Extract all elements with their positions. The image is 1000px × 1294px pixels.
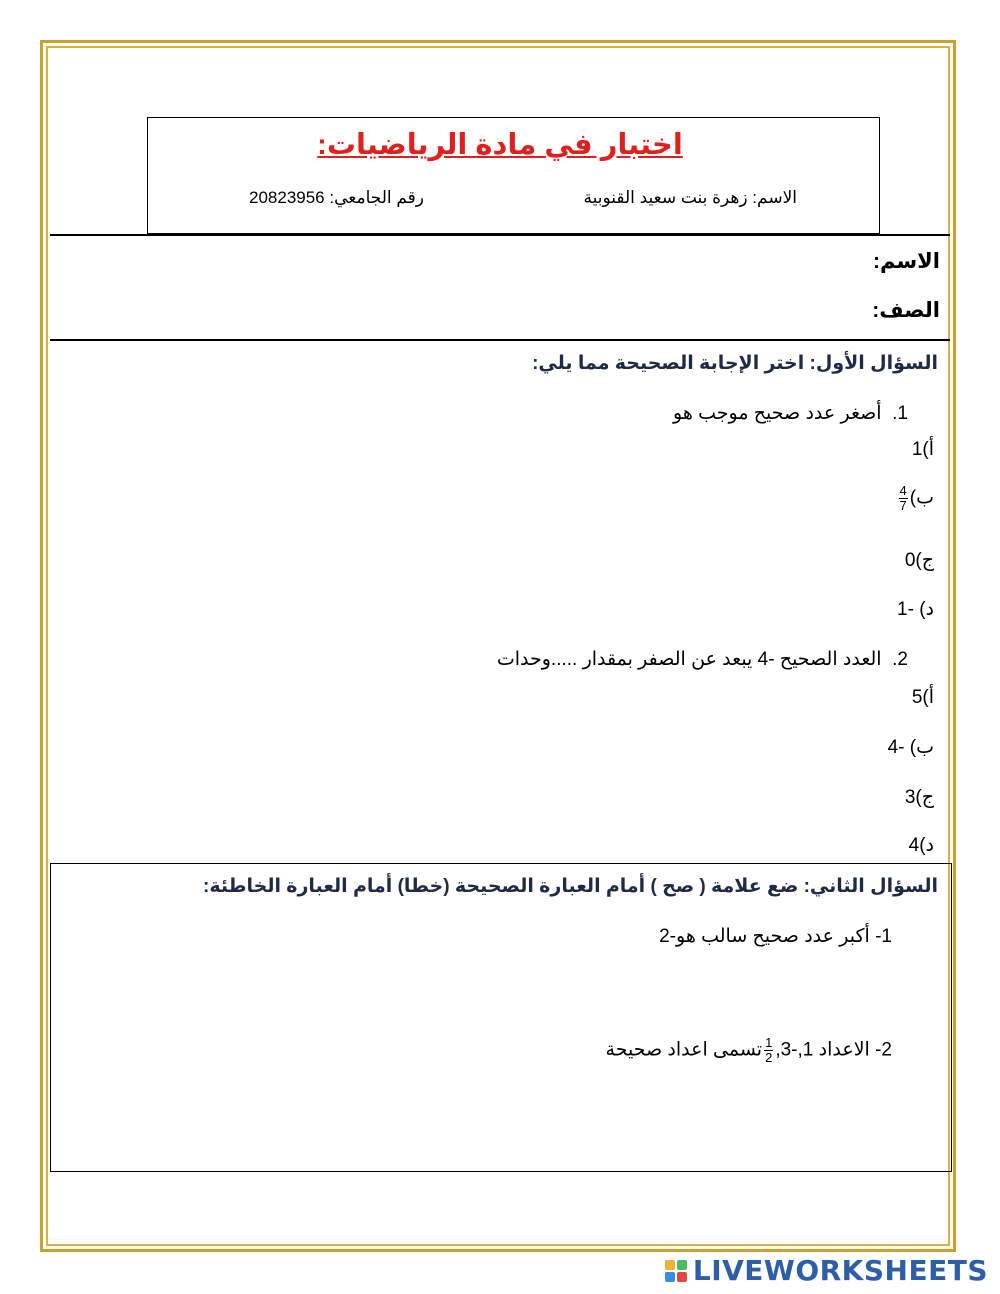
student-id-line: رقم الجامعي: 20823956 — [249, 188, 424, 207]
q1-item1-option-b-label: ب) — [909, 487, 934, 509]
q1-item1 — [673, 402, 908, 425]
q1-item1-option-b — [897, 484, 934, 513]
q1-item2-option-c: ج)3 — [904, 787, 934, 808]
q1-item2-number: 2. — [892, 649, 908, 670]
q2-item2 — [606, 1036, 892, 1065]
q1-item1-option-c: ج)0 — [904, 550, 934, 571]
q1-item2-text: العدد الصحيح -4 يبعد عن الصفر بمقدار .....وحدات — [496, 649, 882, 670]
q2-heading: السؤال الثاني: ضع علامة ( صح ) أمام العبارة الصحيحة (خطا) أمام العبارة الخاطئة: — [203, 876, 938, 897]
name-label: الاسم: — [873, 250, 940, 273]
page-title — [0, 127, 1000, 162]
logo-text: LIVEWORKSHEETS — [692, 1254, 988, 1287]
footer-logo — [665, 1254, 988, 1287]
fraction-one-half: $\frac{1}{2}$ — [765, 1035, 773, 1065]
q1-item1-number: 1. — [892, 403, 908, 424]
q1-item2 — [497, 648, 908, 671]
q1-item2-option-b: ب) -4 — [887, 737, 934, 758]
q1-item1-option-d: د) -1 — [897, 599, 934, 620]
fraction-four-sevenths: $\frac{4}{7}$ — [899, 483, 907, 513]
class-label: الصف: — [872, 299, 940, 322]
q1-item1-option-a: أ)1 — [911, 439, 934, 460]
title-text: اختبار في مادة الرياضيات: — [317, 129, 683, 161]
q1-item2-option-d: د)4 — [908, 835, 934, 856]
q2-item2-prefix: 2- الاعداد 1,-3, — [775, 1039, 892, 1061]
q2-box — [50, 863, 952, 1172]
logo-grid-icon — [665, 1260, 687, 1282]
divider-fields — [50, 339, 950, 341]
student-name-line: الاسم: زهرة بنت سعيد القنوبية — [583, 188, 797, 207]
q2-item2-suffix: تسمى اعداد صحيحة — [605, 1039, 763, 1061]
q1-heading: السؤال الأول: اختر الإجابة الصحيحة مما يلي: — [532, 353, 938, 374]
q1-item2-option-a: أ)5 — [911, 687, 934, 708]
divider-header — [50, 234, 950, 236]
q2-item1: 1- أكبر عدد صحيح سالب هو-2 — [659, 926, 892, 947]
q1-item1-text: أصغر عدد صحيح موجب هو — [673, 403, 882, 424]
